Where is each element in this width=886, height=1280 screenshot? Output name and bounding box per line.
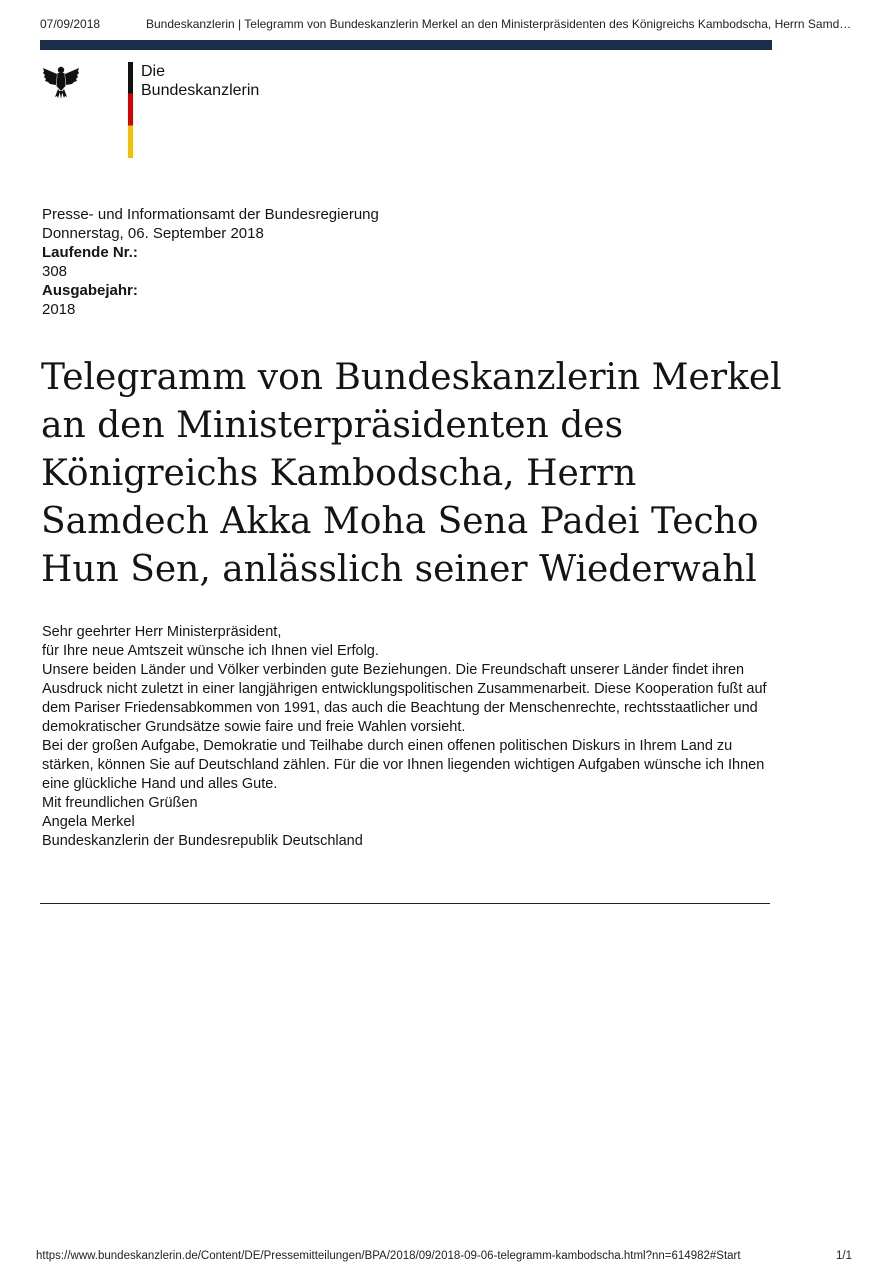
- letter-body: [42, 623, 772, 851]
- letter-paragraph: Unsere beiden Länder und Völker verbinden gute Beziehungen. Die Freundschaft unserer Länder findet ihren Ausdruck nicht zuletzt in einer langjährigen entwicklungspolitischen Zusammenarbeit. Diese Kooperation fußt auf dem Pariser Friedensabkommen von 1991, das auch die Beachtung der Menschenrechte, rechtsstaatlicher und demokratischer Grundsätze sowie faire und freie Wahlen vorsieht.: [42, 662, 767, 735]
- logo-line-1: Die: [141, 63, 166, 80]
- year-label: Ausgabejahr:: [42, 282, 138, 299]
- number-value: 308: [42, 263, 68, 280]
- bundeskanzlerin-logo[interactable]: [40, 60, 260, 160]
- year-value: 2018: [42, 301, 76, 318]
- top-navigation-bar: [40, 40, 772, 50]
- print-footer: [0, 1250, 886, 1270]
- federal-eagle-icon: [42, 64, 80, 100]
- print-url: https://www.bundeskanzlerin.de/Content/DE/Pressemitteilungen/BPA/2018/09/2018-09-06-telegramm-kambodscha.html?nn=614982#Start: [36, 1250, 741, 1262]
- print-page-title: Bundeskanzlerin | Telegramm von Bundeskanzlerin Merkel an den Ministerpräsidenten des Königreichs Kambodscha, Herrn Samd…: [146, 17, 852, 31]
- publisher: Presse- und Informationsamt der Bundesregierung: [42, 206, 379, 223]
- page-number: 1/1: [836, 1250, 852, 1262]
- signature-title: Bundeskanzlerin der Bundesrepublik Deutschland: [42, 833, 363, 849]
- page-title: Telegramm von Bundeskanzlerin Merkel an den Ministerpräsidenten des Königreichs Kambodscha, Herrn Samdech Akka Moha Sena Padei Techo Hun Sen, anlässlich seiner Wiederwahl: [41, 357, 782, 590]
- letter-salutation: Sehr geehrter Herr Ministerpräsident,: [42, 624, 282, 640]
- divider: [40, 903, 770, 904]
- letter-paragraph: für Ihre neue Amtszeit wünsche ich Ihnen viel Erfolg.: [42, 643, 379, 659]
- letter-paragraph: Bei der großen Aufgabe, Demokratie und Teilhabe durch einen offenen politischen Diskurs in Ihrem Land zu stärken, können Sie auf Deutschland zählen. Für die vor Ihnen liegenden wichtigen Aufgaben wünsche ich Ihnen eine glückliche Hand und alles Gute.: [42, 738, 765, 792]
- logo-text: [141, 62, 259, 100]
- letter-closing: Mit freundlichen Grüßen: [42, 795, 198, 811]
- logo-line-2: Bundeskanzlerin: [141, 82, 260, 99]
- publication-date: Donnerstag, 06. September 2018: [42, 225, 264, 242]
- press-metadata: [42, 205, 379, 319]
- print-date: 07/09/2018: [40, 17, 101, 31]
- signature-name: Angela Merkel: [42, 814, 135, 830]
- number-label: Laufende Nr.:: [42, 244, 138, 261]
- print-header: [0, 0, 886, 36]
- flag-stripe: [128, 62, 133, 158]
